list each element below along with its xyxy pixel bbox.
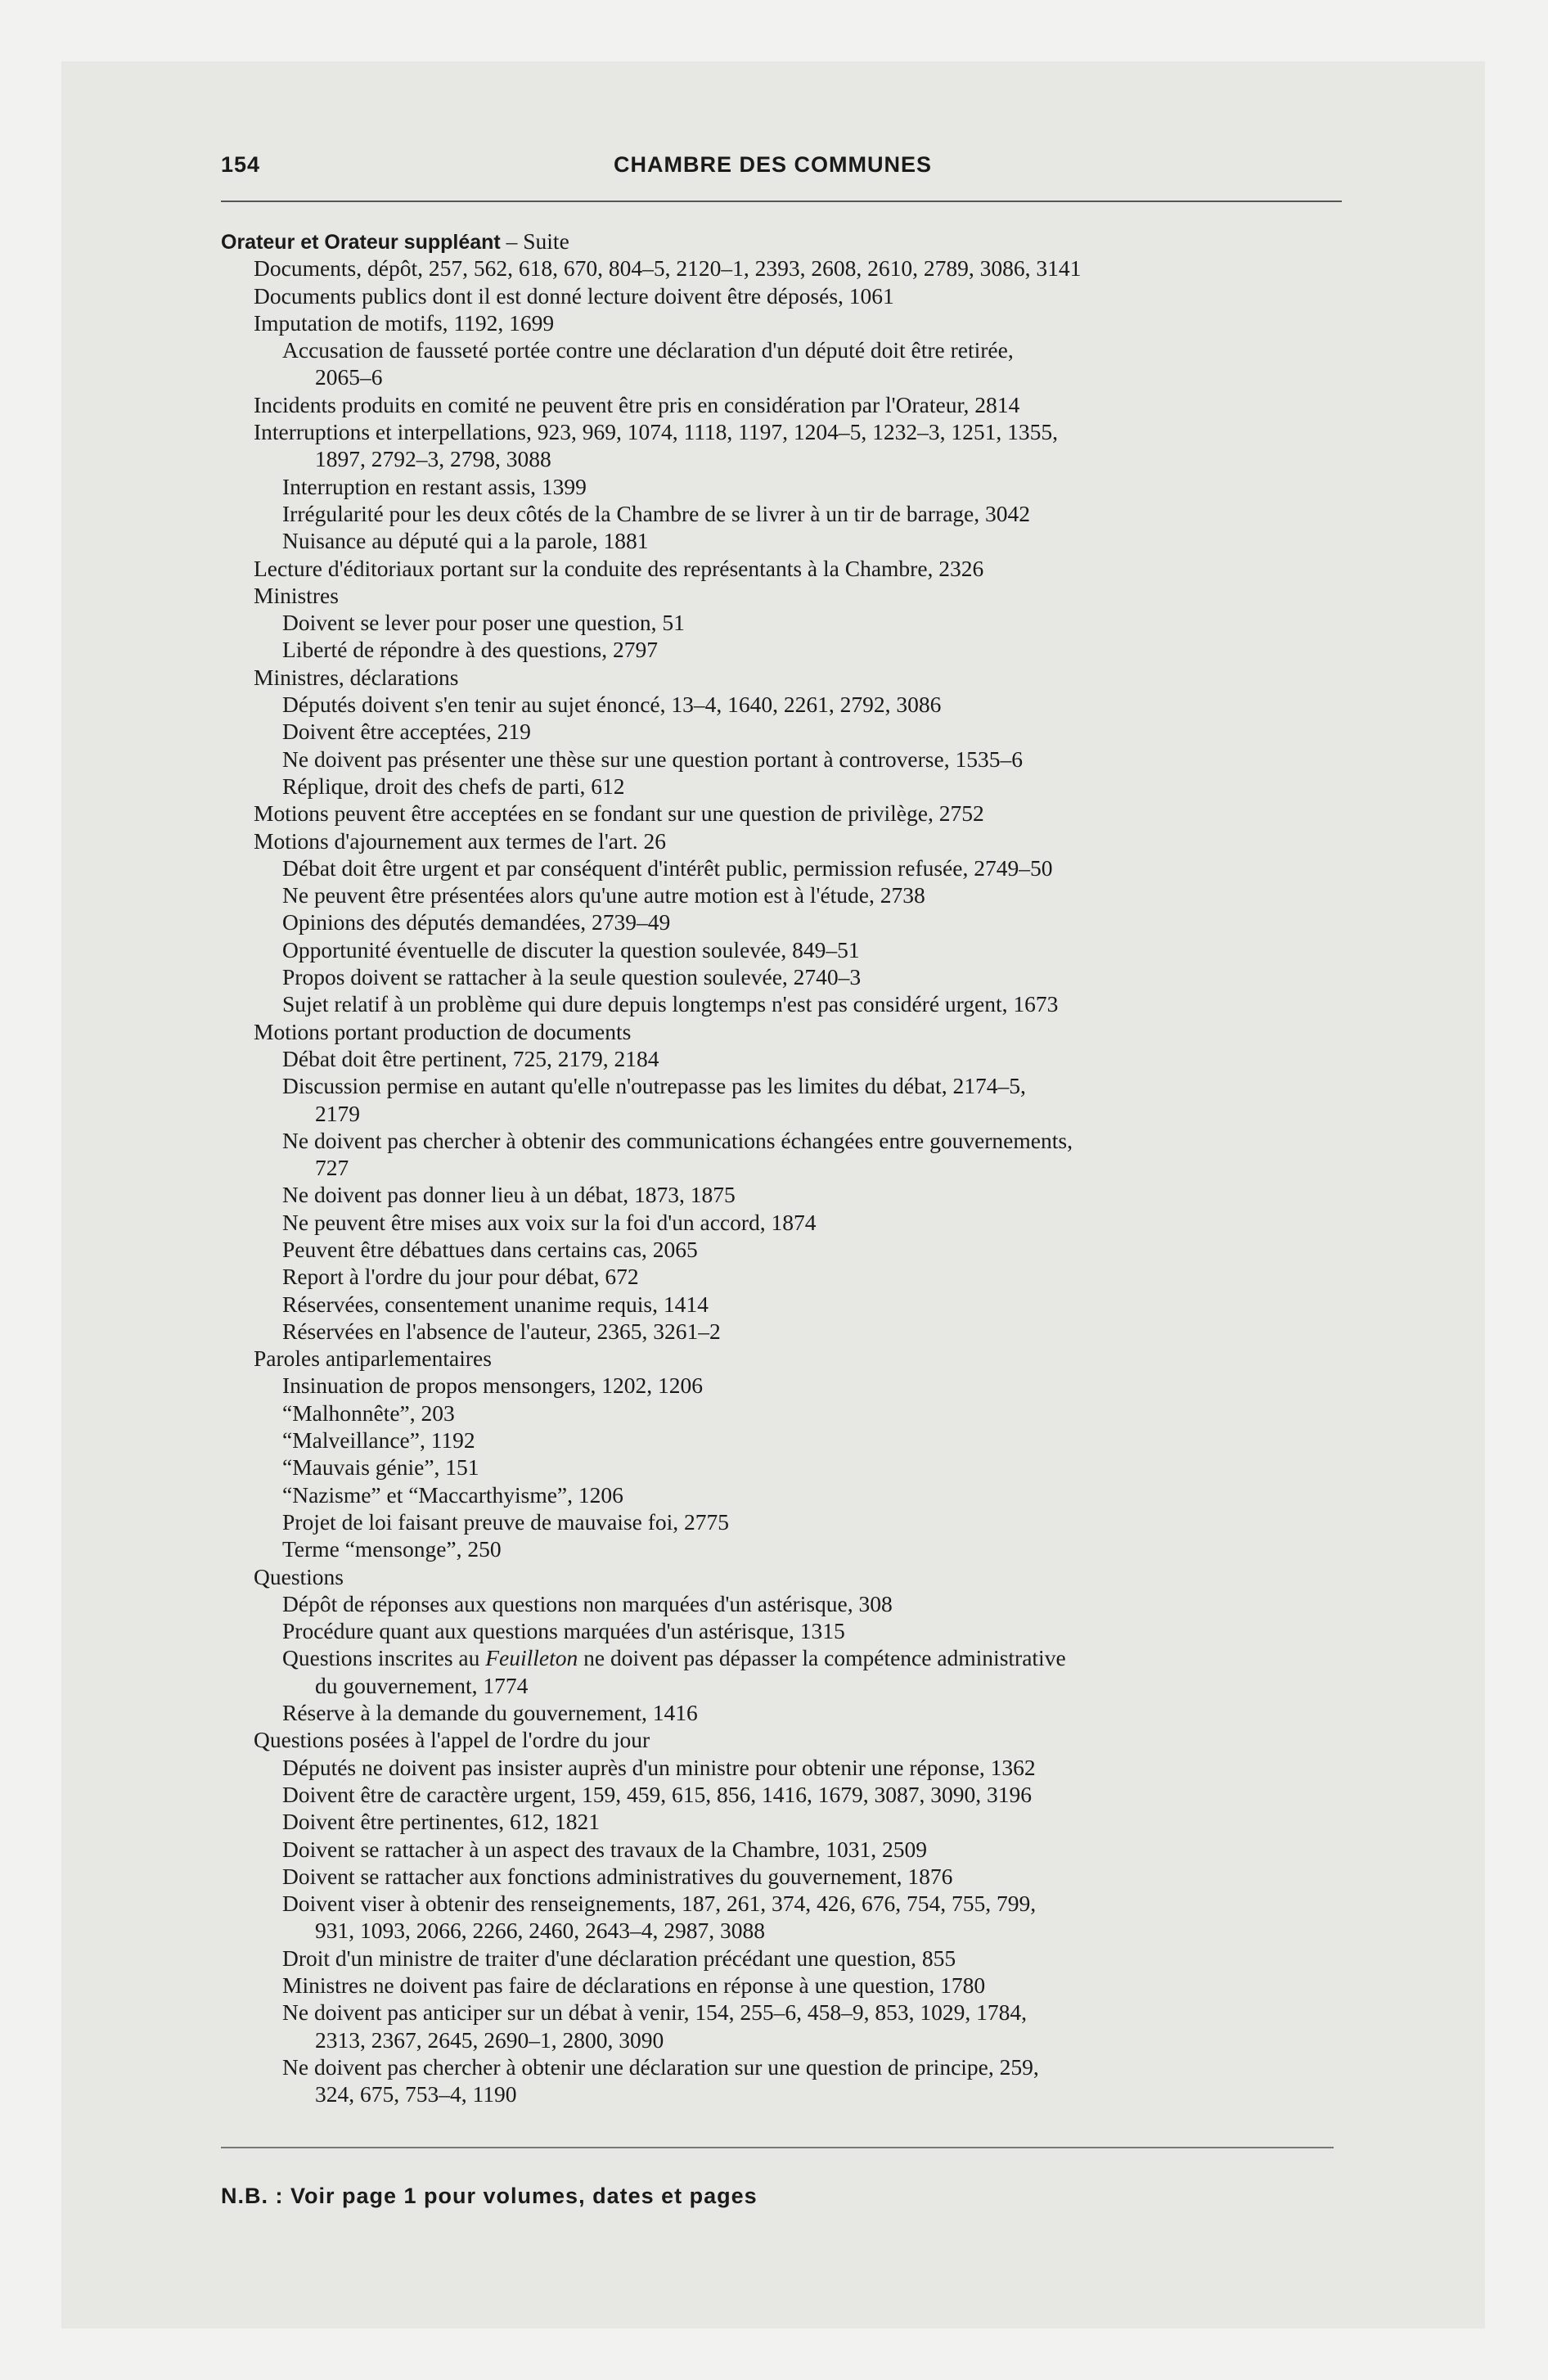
- section-suite: – Suite: [500, 228, 569, 254]
- index-body: [221, 228, 1366, 2107]
- index-entry-line: Droit d'un ministre de traiter d'une déclaration précédant une question, 855: [282, 1945, 956, 1971]
- page-header: [221, 147, 1342, 188]
- index-entry-line: Discussion permise en autant qu'elle n'outrepasse pas les limites du débat, 2174–5,: [282, 1073, 1026, 1099]
- index-entry-line: Procédure quant aux questions marquées d'un astérisque, 1315: [282, 1618, 845, 1644]
- index-entry-line: Dépôt de réponses aux questions non marquées d'un astérisque, 308: [282, 1590, 893, 1616]
- index-entry-line: Ministres ne doivent pas faire de déclarations en réponse à une question, 1780: [282, 1972, 986, 1998]
- index-entry-line: Réplique, droit des chefs de parti, 612: [282, 773, 625, 799]
- index-entry-line: Ne doivent pas présenter une thèse sur une question portant à controverse, 1535–6: [282, 746, 1023, 772]
- index-entry-line: 2313, 2367, 2645, 2690–1, 2800, 3090: [315, 2026, 664, 2053]
- index-entry-line: Réservées en l'absence de l'auteur, 2365, 3261–2: [282, 1318, 721, 1344]
- index-entry-line: Ne doivent pas chercher à obtenir une déclaration sur une question de principe, 259,: [282, 2053, 1039, 2080]
- index-entry-line: Questions: [254, 1563, 344, 1589]
- index-entry-line: Ministres: [254, 582, 339, 608]
- index-entry-line: Députés ne doivent pas insister auprès d'un ministre pour obtenir une réponse, 1362: [282, 1754, 1036, 1780]
- section-heading: [221, 228, 1366, 255]
- index-entry-line: Doivent se lever pour poser une question, 51: [282, 610, 685, 636]
- index-entry-line: Doivent se rattacher aux fonctions administratives du gouvernement, 1876: [282, 1863, 953, 1889]
- index-entry-line: “Mauvais génie”, 151: [282, 1454, 479, 1481]
- index-entry-line: Opportunité éventuelle de discuter la question soulevée, 849–51: [282, 936, 860, 962]
- footer-rule: [221, 2147, 1334, 2148]
- footer-note: N.B. : Voir page 1 pour volumes, dates et pages: [221, 2184, 758, 2208]
- index-entry-line: Liberté de répondre à des questions, 2797: [282, 637, 658, 663]
- index-entry-line: du gouvernement, 1774: [315, 1672, 529, 1698]
- index-entry-line: Doivent viser à obtenir des renseignements, 187, 261, 374, 426, 676, 754, 755, 799,: [282, 1891, 1037, 1917]
- index-entry-line: Doivent être acceptées, 219: [282, 719, 531, 745]
- index-entry-line: Débat doit être pertinent, 725, 2179, 2184: [282, 1045, 659, 1071]
- index-entry-line: Interruption en restant assis, 1399: [282, 473, 587, 499]
- index-entry-line: Lecture d'éditoriaux portant sur la conduite des représentants à la Chambre, 2326: [254, 555, 984, 581]
- index-entry-line: Réserve à la demande du gouvernement, 1416: [282, 1700, 698, 1726]
- index-entry-line: “Malhonnête”, 203: [282, 1400, 455, 1426]
- index-entry-line: Report à l'ordre du jour pour débat, 672: [282, 1264, 639, 1290]
- index-entry-line: Opinions des députés demandées, 2739–49: [282, 909, 671, 935]
- index-entry-line: “Malveillance”, 1192: [282, 1427, 475, 1454]
- index-entry-line: Ne doivent pas donner lieu à un débat, 1873, 1875: [282, 1182, 736, 1208]
- index-entry-line: 1897, 2792–3, 2798, 3088: [315, 446, 551, 472]
- index-entry-line: Ne peuvent être mises aux voix sur la foi d'un accord, 1874: [282, 1209, 817, 1235]
- index-entry-line: Motions d'ajournement aux termes de l'art. 26: [254, 827, 667, 854]
- index-entry-line: Doivent se rattacher à un aspect des travaux de la Chambre, 1031, 2509: [282, 1836, 928, 1862]
- index-entry-line: 2065–6: [315, 364, 383, 390]
- index-page: [221, 147, 1342, 2275]
- index-entry-line: Motions portant production de documents: [254, 1018, 632, 1044]
- header-rule: [221, 201, 1342, 202]
- index-entry-line: Accusation de fausseté portée contre une déclaration d'un député doit être retirée,: [282, 337, 1014, 363]
- index-entry-line: Projet de loi faisant preuve de mauvaise foi, 2775: [282, 1508, 730, 1535]
- index-entry-line: “Nazisme” et “Maccarthyisme”, 1206: [282, 1481, 623, 1508]
- index-entry-line: Questions posées à l'appel de l'ordre du jour: [254, 1727, 650, 1753]
- index-entry-line: Interruptions et interpellations, 923, 969, 1074, 1118, 1197, 1204–5, 1232–3, 1251, 1355,: [254, 419, 1059, 445]
- index-entry-line: Ne peuvent être présentées alors qu'une autre motion est à l'étude, 2738: [282, 882, 925, 908]
- index-entry-line: Paroles antiparlementaires: [254, 1346, 492, 1372]
- index-entry-line: Propos doivent se rattacher à la seule question soulevée, 2740–3: [282, 964, 862, 990]
- index-entry-line: Ne doivent pas chercher à obtenir des communications échangées entre gouvernements,: [282, 1127, 1073, 1153]
- index-entry-line: Ne doivent pas anticiper sur un débat à venir, 154, 255–6, 458–9, 853, 1029, 1784,: [282, 1999, 1028, 2026]
- index-entry-line: Irrégularité pour les deux côtés de la Chambre de se livrer à un tir de barrage, 3042: [282, 500, 1031, 526]
- index-entry-line: Doivent être pertinentes, 612, 1821: [282, 1809, 600, 1835]
- index-entry-line: Nuisance au député qui a la parole, 1881: [282, 528, 649, 554]
- index-entry-line: 2179: [315, 1100, 360, 1126]
- section-heading-text: Orateur et Orateur suppléant: [221, 231, 501, 254]
- index-entry-line: Ministres, déclarations: [254, 664, 459, 690]
- entry-text: ne doivent pas dépasser la compétence administrative: [578, 1645, 1066, 1671]
- entry-text: Questions inscrites au: [282, 1645, 486, 1671]
- index-entry-line: Insinuation de propos mensongers, 1202, 1206: [282, 1373, 704, 1399]
- entry-italic-text: Feuilleton: [485, 1645, 578, 1671]
- index-entry-line: Terme “mensonge”, 250: [282, 1536, 502, 1562]
- index-entry-line: 931, 1093, 2066, 2266, 2460, 2643–4, 2987, 3088: [315, 1918, 765, 1944]
- index-entry-line: Documents publics dont il est donné lecture doivent être déposés, 1061: [254, 282, 894, 309]
- index-entry-line: [221, 1644, 1366, 1671]
- index-entry-line: Incidents produits en comité ne peuvent être pris en considération par l'Orateur, 2814: [254, 391, 1020, 417]
- index-entry-line: 324, 675, 753–4, 1190: [315, 2081, 517, 2107]
- index-entry-line: Doivent être de caractère urgent, 159, 459, 615, 856, 1416, 1679, 3087, 3090, 3196: [282, 1781, 1032, 1807]
- index-entry-line: Sujet relatif à un problème qui dure depuis longtemps n'est pas considéré urgent, 1673: [282, 991, 1059, 1017]
- index-entry-line: Imputation de motifs, 1192, 1699: [254, 309, 555, 336]
- index-entry-line: Motions peuvent être acceptées en se fondant sur une question de privilège, 2752: [254, 800, 984, 827]
- index-entry-line: Documents, dépôt, 257, 562, 618, 670, 804–5, 2120–1, 2393, 2608, 2610, 2789, 3086, 3141: [254, 255, 1082, 282]
- running-title: CHAMBRE DES COMMUNES: [614, 152, 933, 177]
- index-entry-line: Députés doivent s'en tenir au sujet énoncé, 13–4, 1640, 2261, 2792, 3086: [282, 692, 942, 718]
- index-entry-line: 727: [315, 1155, 349, 1181]
- index-entry-line: Peuvent être débattues dans certains cas, 2065: [282, 1236, 698, 1262]
- page-number: 154: [221, 152, 261, 177]
- index-entry-line: Réservées, consentement unanime requis, 1414: [282, 1291, 709, 1317]
- index-entry-line: Débat doit être urgent et par conséquent d'intérêt public, permission refusée, 2749–50: [282, 854, 1053, 881]
